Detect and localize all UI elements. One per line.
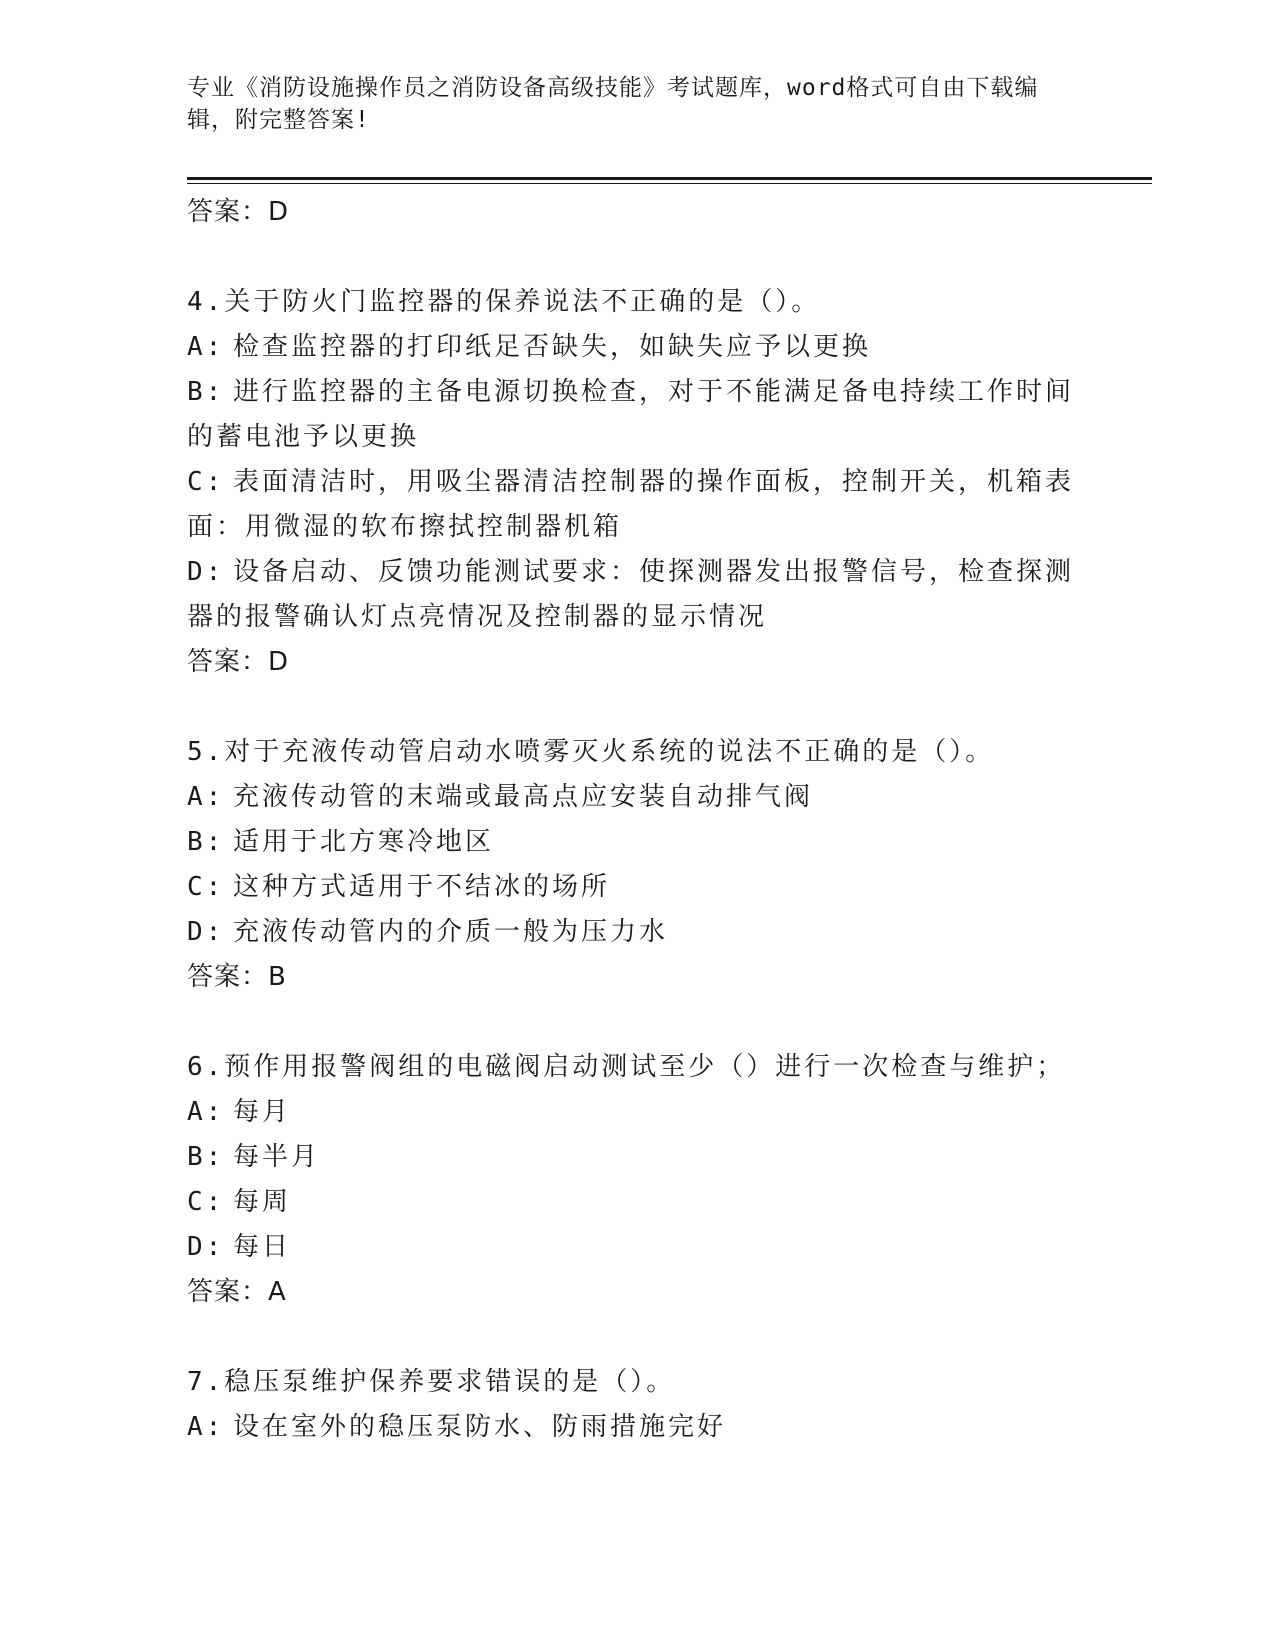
option-text: 每半月: [233, 1142, 321, 1172]
option-letter: A:: [187, 332, 225, 362]
option-letter: C:: [187, 467, 225, 497]
option-a: [187, 775, 1087, 820]
answer-previous: 答案：D: [187, 197, 290, 227]
option-text: 适用于北方寒冷地区: [233, 827, 495, 857]
header-divider-thick: [187, 177, 1152, 180]
question-stem: 4.关于防火门监控器的保养说法不正确的是（）。: [187, 287, 821, 317]
header-line-1: 专业《消防设施操作员之消防设备高级技能》考试题库，word格式可自由下载编: [187, 75, 1039, 101]
option-b-continued: 的蓄电池予以更换: [187, 422, 420, 452]
option-d: [187, 550, 1087, 595]
option-text: 这种方式适用于不结冰的场所: [233, 872, 611, 902]
option-text: 每月: [233, 1097, 292, 1127]
answer: 答案：A: [187, 1277, 287, 1307]
option-text: 表面清洁时，用吸尘器清洁控制器的操作面板，控制开关，机箱表: [233, 467, 1075, 497]
option-d: [187, 1225, 1087, 1270]
option-text: 检查监控器的打印纸足否缺失，如缺失应予以更换: [233, 332, 872, 362]
option-c: [187, 1180, 1087, 1225]
option-a: [187, 1405, 1087, 1450]
option-letter: B:: [187, 827, 225, 857]
option-a: [187, 325, 1087, 370]
option-text: 充液传动管内的介质一般为压力水: [233, 917, 669, 947]
option-letter: A:: [187, 1097, 225, 1127]
document-header: [187, 72, 1067, 136]
option-text: 设在室外的稳压泵防水、防雨措施完好: [233, 1412, 727, 1442]
option-text: 进行监控器的主备电源切换检查，对于不能满足备电持续工作时间: [233, 377, 1075, 407]
question-stem: 5.对于充液传动管启动水喷雾灭火系统的说法不正确的是（）。: [187, 737, 995, 767]
option-text: 每周: [233, 1187, 292, 1217]
question-7: [187, 1360, 1087, 1450]
spacer: [187, 1000, 1087, 1045]
question-6: [187, 1045, 1087, 1315]
option-letter: D:: [187, 1232, 225, 1262]
question-content: [187, 190, 1087, 1450]
question-5: [187, 730, 1087, 1000]
option-text: 设备启动、反馈功能测试要求：使探测器发出报警信号，检查探测: [233, 557, 1075, 587]
option-d-continued: 器的报警确认灯点亮情况及控制器的显示情况: [187, 602, 768, 632]
option-c: [187, 460, 1087, 505]
question-stem: 7.稳压泵维护保养要求错误的是（）。: [187, 1367, 676, 1397]
option-letter: D:: [187, 557, 225, 587]
option-letter: C:: [187, 872, 225, 902]
option-c-continued: 面：用微湿的软布擦拭控制器机箱: [187, 512, 623, 542]
spacer: [187, 685, 1087, 730]
question-4: [187, 280, 1087, 685]
option-c: [187, 865, 1087, 910]
option-letter: A:: [187, 782, 225, 812]
option-a: [187, 1090, 1087, 1135]
option-letter: D:: [187, 917, 225, 947]
option-letter: C:: [187, 1187, 225, 1217]
option-d: [187, 910, 1087, 955]
header-line-2: 辑，附完整答案!: [187, 107, 370, 133]
option-text: 每日: [233, 1232, 292, 1262]
header-divider-thin: [187, 183, 1152, 184]
question-stem: 6.预作用报警阀组的电磁阀启动测试至少（）进行一次检查与维护；: [187, 1052, 1066, 1082]
option-letter: A:: [187, 1412, 225, 1442]
answer: 答案：B: [187, 962, 287, 992]
option-b: [187, 820, 1087, 865]
option-b: [187, 1135, 1087, 1180]
spacer: [187, 235, 1087, 280]
answer: 答案：D: [187, 647, 290, 677]
option-text: 充液传动管的末端或最高点应安装自动排气阀: [233, 782, 814, 812]
spacer: [187, 1315, 1087, 1360]
option-letter: B:: [187, 1142, 225, 1172]
option-letter: B:: [187, 377, 225, 407]
option-b: [187, 370, 1087, 415]
